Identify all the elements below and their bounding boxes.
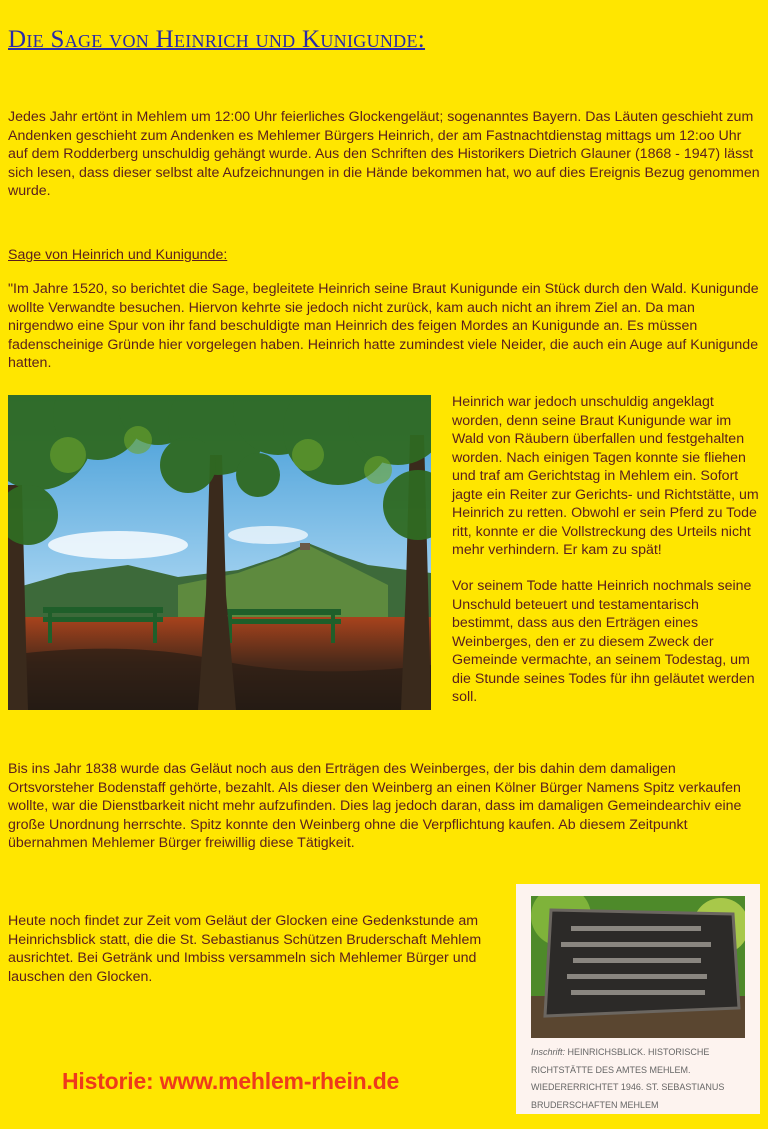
today-paragraph: Heute noch findet zur Zeit vom Geläut der Glocken eine Gedenkstunde am Heinrichsblick statt, die die St. Sebastianus Schützen Bruderschaft Mehlem ausrichtet. Bei Getränk und Imbiss versammeln sich Mehlemer Bürger und lauschen den Glocken.: [8, 913, 482, 985]
legend-subheading: Sage von Heinrich und Kunigunde:: [8, 247, 228, 263]
inscription-card: [516, 884, 760, 1114]
legend-paragraph: "Im Jahre 1520, so berichtet die Sage, begleitete Heinrich seine Braut Kunigunde ein Stück durch den Wald. Kunigunde wollte Verwandte besuchen. Hiervon kehrte sie jedoch nicht zurück, kam auch nicht an ihrem Ziel an. Da man nirgendwo eine Spur von ihr fand beschuldigte man Heinrich des feigen Mordes an Kunigunde an. Es müssen fadenscheinige Gründe hier vorgelegen haben. Heinrich hatte zumindest viele Neider, die auch ein Auge auf Kunigunde hatten.: [8, 281, 759, 371]
inscription-caption: [531, 1044, 745, 1114]
history-paragraph: Bis ins Jahr 1838 wurde das Geläut noch aus den Erträgen des Weinberges, der bis dahin dem damaligen Ortsvorsteher Bodenstaff gehörte, bezahlt. Als dieser den Weinberg an einen Kölner Bürger Namens Spitz verkaufen wollte, war die Dienstbarkeit nicht mehr aufzufinden. Dies lag jedoch daran, dass im damaligen Gemeindearchiv eine große Unordnung herrschte. Spitz konnte den Weinberg ohne die Verpflichtung kaufen. Ab diesem Zeitpunkt übernahmen Mehlemer Bürger freiwillig diese Tätigkeit.: [8, 761, 742, 851]
page-title: Die Sage von Heinrich und Kunigunde:: [8, 26, 426, 53]
park-bench-photo: [8, 395, 431, 710]
side-paragraph-2: Vor seinem Tode hatte Heinrich nochmals seine Unschuld beteuert und testamentarisch bestimmt, dass aus den Erträgen eines Weinberges, den er zu diesem Zweck der Gemeinde vermachte, an seinem Todestag, um die Stunde seines Todes für ihn geläutet werden soll.: [452, 578, 755, 705]
intro-paragraph: Jedes Jahr ertönt in Mehlem um 12:00 Uhr feierliches Glockengeläut; sogenanntes Bayern. Das Läuten geschieht zum Andenken geschieht zum Andenken es Mehlemer Bürgers Heinrich, der am Fastnachtdienstag mittags um 12:oo Uhr auf dem Rodderberg unschuldig gehängt wurde. Aus den Schriften des Historikers Dietrich Glauner (1868 - 1947) lässt sich lesen, dass dieser selbst alte Aufzeichnungen in die Hände bekommen hat, wo auf dies Ereignis Bezug genommen wurde.: [8, 109, 760, 199]
source-link[interactable]: Historie: www.mehlem-rhein.de: [62, 1068, 400, 1094]
caption-label: Inschrift:: [531, 1047, 566, 1057]
inscription-stone-photo: [531, 896, 745, 1038]
side-paragraph-1: Heinrich war jedoch unschuldig angeklagt worden, denn seine Braut Kunigunde war im Wald von Räubern überfallen und festgehalten worden. Nach einigen Tagen konnte sie fliehen und traf am Gerichtstag in Mehlem ein. Sofort jagte ein Reiter zur Gerichts- und Richtstätte, um Heinrich zu retten. Obwohl er sein Pferd zu Tode ritt, konnte er die Vollstreckung des Urteils nicht mehr verhindern. Er kam zu spät!: [452, 394, 759, 558]
caption-text: HEINRICHSBLICK. HISTORISCHE RICHTSTÄTTE DES AMTES MEHLEM. WIEDERERRICHTET 1946. ST. SEBASTIANUS BRUDERSCHAFTEN MEHLEM: [531, 1047, 725, 1110]
